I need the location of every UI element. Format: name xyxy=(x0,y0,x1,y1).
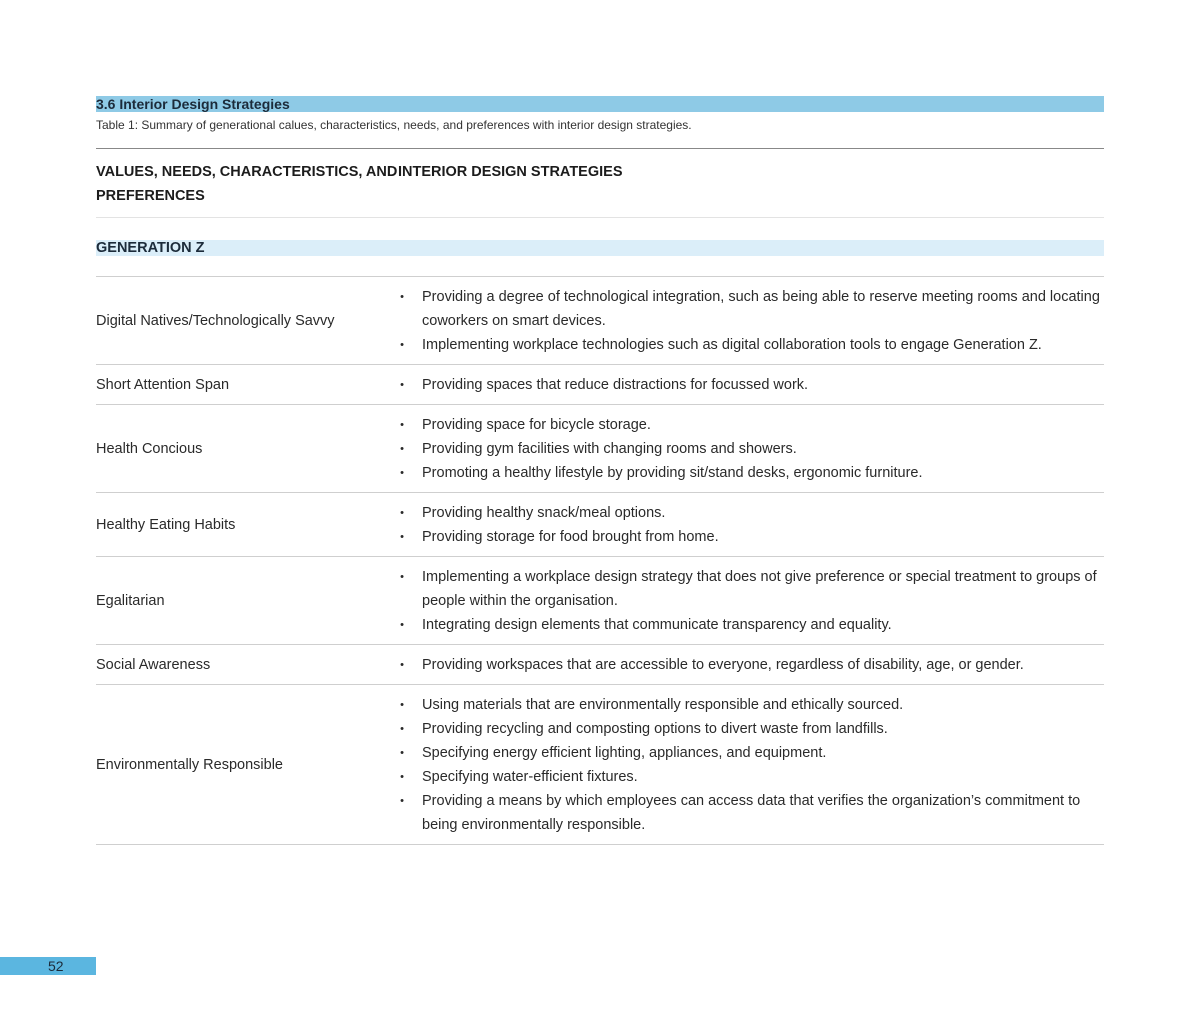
table-body xyxy=(96,277,1104,845)
strategy-list xyxy=(398,693,1104,837)
strategy-text: Providing space for bicycle storage. xyxy=(422,417,651,433)
strategy-cell xyxy=(398,501,1104,549)
strategy-item xyxy=(398,373,1104,397)
trait-label: Egalitarian xyxy=(96,593,165,609)
strategy-list xyxy=(398,413,1104,485)
trait-label: Digital Natives/Technologically Savvy xyxy=(96,313,335,329)
bullet-icon: • xyxy=(400,795,404,807)
header-strategies: INTERIOR DESIGN STRATEGIES xyxy=(398,164,623,180)
strategy-list xyxy=(398,653,1104,677)
table-header-row xyxy=(96,160,1104,218)
table-row xyxy=(96,557,1104,645)
strategy-text: Providing gym facilities with changing rooms and showers. xyxy=(422,441,797,457)
table-row xyxy=(96,493,1104,557)
bullet-icon: • xyxy=(400,467,404,479)
strategy-item xyxy=(398,613,1104,637)
strategy-text: Implementing workplace technologies such as digital collaboration tools to engage Generation Z. xyxy=(422,337,1042,353)
strategy-text: Providing spaces that reduce distractions for focussed work. xyxy=(422,377,809,393)
table-row xyxy=(96,645,1104,685)
bullet-icon: • xyxy=(400,443,404,455)
strategy-list xyxy=(398,373,1104,397)
strategy-cell xyxy=(398,565,1104,637)
bullet-icon: • xyxy=(400,507,404,519)
bullet-icon: • xyxy=(400,699,404,711)
bullet-icon: • xyxy=(400,659,404,671)
strategy-list xyxy=(398,565,1104,637)
strategy-item xyxy=(398,285,1104,333)
generation-divider xyxy=(96,256,1104,277)
strategy-item xyxy=(398,717,1104,741)
top-divider xyxy=(96,148,1104,149)
table-row xyxy=(96,685,1104,845)
strategy-item xyxy=(398,789,1104,837)
trait-label: Healthy Eating Habits xyxy=(96,517,236,533)
strategy-item xyxy=(398,333,1104,357)
strategy-item xyxy=(398,765,1104,789)
strategy-item xyxy=(398,741,1104,765)
trait-label: Health Concious xyxy=(96,441,203,457)
trait-label: Environmentally Responsible xyxy=(96,757,283,773)
strategy-text: Specifying energy efficient lighting, appliances, and equipment. xyxy=(422,745,827,761)
section-title: 3.6 Interior Design Strategies xyxy=(96,96,1104,112)
strategy-cell xyxy=(398,373,1104,397)
bullet-icon: • xyxy=(400,747,404,759)
strategy-item xyxy=(398,413,1104,437)
strategy-text: Providing recycling and composting options to divert waste from landfills. xyxy=(422,721,888,737)
strategy-item xyxy=(398,693,1104,717)
strategy-text: Providing storage for food brought from home. xyxy=(422,529,719,545)
bullet-icon: • xyxy=(400,531,404,543)
strategy-item xyxy=(398,565,1104,613)
bullet-icon: • xyxy=(400,571,404,583)
strategy-text: Specifying water-efficient fixtures. xyxy=(422,769,638,785)
page-number: 52 xyxy=(48,958,64,974)
table-row xyxy=(96,365,1104,405)
page-number-tab xyxy=(0,957,96,975)
strategy-text: Implementing a workplace design strategy that does not give preference or special treatment to groups of people within the organisation. xyxy=(422,569,1097,609)
strategy-cell xyxy=(398,285,1104,357)
strategy-item xyxy=(398,461,1104,485)
generation-heading: GENERATION Z xyxy=(96,240,1104,256)
strategies-table xyxy=(96,160,1104,845)
strategy-text: Promoting a healthy lifestyle by providing sit/stand desks, ergonomic furniture. xyxy=(422,465,923,481)
bullet-icon: • xyxy=(400,619,404,631)
strategy-text: Providing workspaces that are accessible to everyone, regardless of disability, age, or gender. xyxy=(422,657,1024,673)
strategy-cell xyxy=(398,413,1104,485)
strategy-text: Providing a degree of technological integration, such as being able to reserve meeting rooms and locating coworkers on smart devices. xyxy=(422,289,1100,329)
bullet-icon: • xyxy=(400,771,404,783)
bullet-icon: • xyxy=(400,419,404,431)
strategy-text: Providing healthy snack/meal options. xyxy=(422,505,666,521)
strategy-text: Providing a means by which employees can access data that verifies the organization’s commitment to being environmentally responsible. xyxy=(422,793,1081,833)
bullet-icon: • xyxy=(400,291,404,303)
strategy-item xyxy=(398,501,1104,525)
strategy-text: Integrating design elements that communicate transparency and equality. xyxy=(422,617,892,633)
table-row xyxy=(96,405,1104,493)
table-row xyxy=(96,277,1104,365)
strategy-list xyxy=(398,501,1104,549)
strategy-cell xyxy=(398,693,1104,837)
strategy-item xyxy=(398,653,1104,677)
strategy-cell xyxy=(398,653,1104,677)
strategy-list xyxy=(398,285,1104,357)
trait-label: Short Attention Span xyxy=(96,377,230,393)
table-caption: Table 1: Summary of generational calues, characteristics, needs, and preferences with interior design strategies. xyxy=(96,118,692,132)
trait-label: Social Awareness xyxy=(96,657,211,673)
strategy-text: Using materials that are environmentally responsible and ethically sourced. xyxy=(422,697,904,713)
strategy-item xyxy=(398,437,1104,461)
strategy-item xyxy=(398,525,1104,549)
bullet-icon: • xyxy=(400,339,404,351)
bullet-icon: • xyxy=(400,723,404,735)
bullet-icon: • xyxy=(400,379,404,391)
header-values: VALUES, NEEDS, CHARACTERISTICS, AND PREFERENCES xyxy=(96,164,398,204)
